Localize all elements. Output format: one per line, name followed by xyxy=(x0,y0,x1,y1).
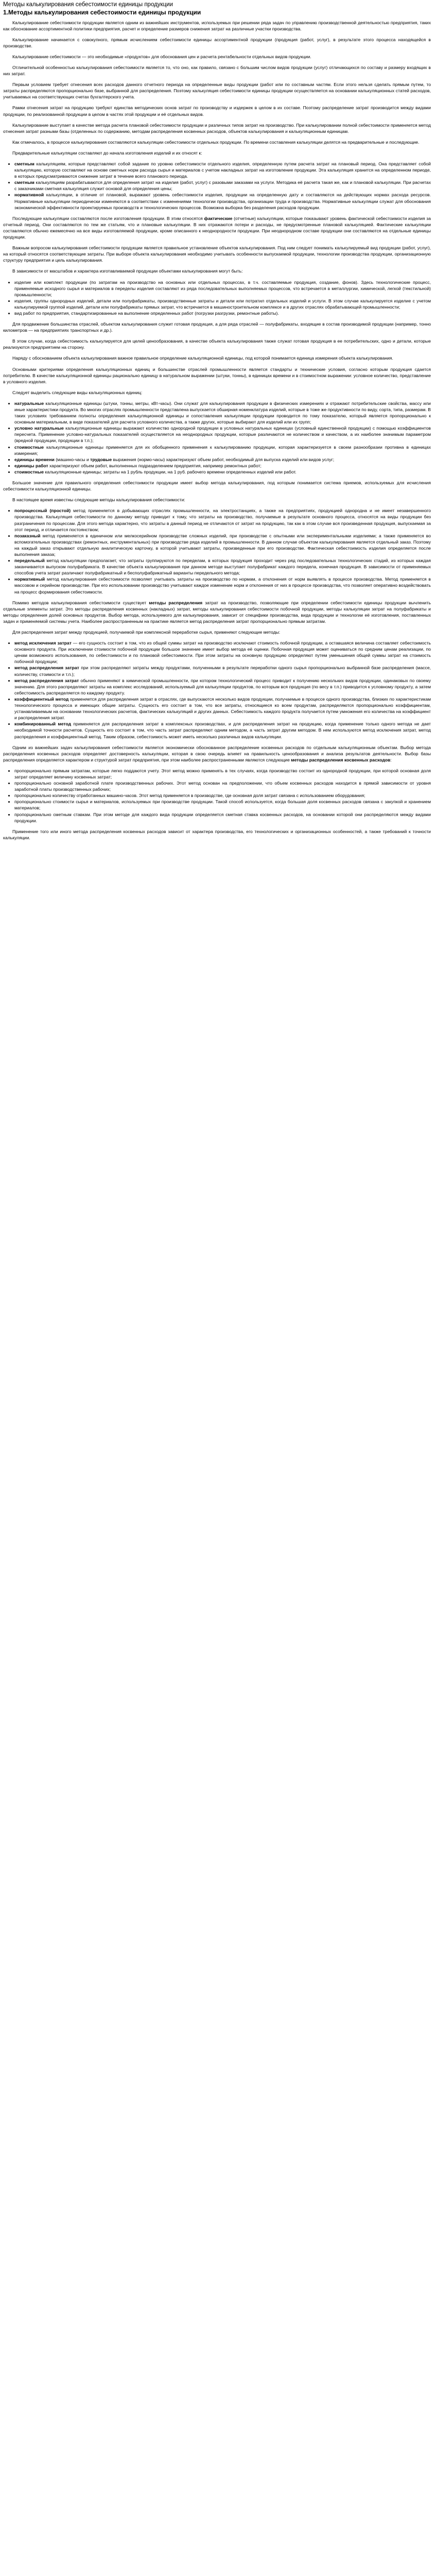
bold-term: натуральные xyxy=(14,400,44,406)
list-item xyxy=(14,425,431,444)
bullet-list xyxy=(3,400,431,475)
text-run: изделия, группы однородных изделий, детали или полуфабрикаты, производственные затраты и детали или потратил отдельных изделий и услуги. В этом случае калькулируется изделие с учетом калькулируемой группой изделий, детали или полуфабрикаты прямых затрат, что встречается в машиностроительном комплексе и в других отраслях обрабатывающей промышленности; xyxy=(14,298,431,310)
text-run: Большое значение для правильного определения себестоимости продукции имеет выбор метода калькулирования, под которым понимается система приемов, используемых для исчисления себестоимости калькуляционной единицы. xyxy=(3,480,431,492)
text-run: пропорционально основной заработной плате производственных рабочих. Этот метод основан на предположении, что объем косвенных расходов находится в прямой зависимости от уровня заработной платы производственных рабочих; xyxy=(14,781,431,792)
paragraph xyxy=(3,150,431,156)
bold-term: условно натуральные xyxy=(14,426,64,431)
bold-term: метод исключения затрат xyxy=(14,640,72,646)
text-run: Первым условием требует отнесения всех расходов данного отчетного периода на определенные виды продукции (работ или по составным частям. Если этого нельзя сделать прямым путем, то затраты распределяются пропорционально базе, выбранной для распределения. Поэтому калькуляция себестоимости единицы продукции осуществляется на основании калькуляционных статей расходов, учитываемых на соответствующих счетах бухгалтерского учета. xyxy=(3,82,431,100)
text-run: — его сущность состоит в том, что из общей суммы затрат на производство исключают стоимость побочной продукции, а оставшаяся величина составляет себестоимость основного продукта. При исключении стоимости побочной продукции большое значение имеет выбор метода её оценки. Побочная продукция может оцениваться по средним ценам реализации, по ценам возможного использования, по себестоимости и по плановой себестоимости. При этом затраты на основную продукцию определяют путем уменьшения общей суммы затрат на стоимость побочной продукции; xyxy=(14,640,431,665)
paragraph xyxy=(3,64,431,77)
text-run: Следует выделить следующие виды калькуляционных единиц: xyxy=(12,389,143,395)
text-run: пропорционально количеству отработанных машино-часов. Этот метод применяется в производстве, где основная доля затрат связана с использованием оборудования; xyxy=(14,793,365,799)
bullet-list xyxy=(3,507,431,595)
bullet-list xyxy=(3,768,431,824)
text-run: Калькулирование себестоимости — это необходимые «продуктов» для обоснования цен и расчета рентабельности отдельных видов продукции. xyxy=(12,54,311,59)
bullet-list xyxy=(3,279,431,317)
text-run: калькуляционные единицы; затраты на 1 рубль продукции, на 1 руб. рабочего времени определенных изделий или работ. xyxy=(44,469,297,474)
text-run: В зависимости от масштабов и характера изготавливаемой продукции объектами калькулирования могут быть: xyxy=(12,268,243,274)
paragraph xyxy=(3,355,431,361)
text-run: Калькулирование себестоимости продукции является одним из важнейших инструментов, используемых при решении ряда задач по управлению производственной деятельностью предприятия, таких как обоснование ассортиментной политики предприятия, расчет и определение размеров снижения затрат на различные участки производства. xyxy=(3,20,431,31)
list-item xyxy=(14,400,431,425)
list-item xyxy=(14,298,431,310)
text-run: Для продвижение большинства отраслей, объектом калькулирования служит готовая продукция, а для ряда отраслей — полуфабрикаты, входящие в состав производимой продукции (например, тонно километров — на предприятиях транспортных и др.). xyxy=(3,321,431,333)
bold-term: позаказный xyxy=(14,533,41,538)
text-run: Для распределения затрат между продукцией, получаемой при комплексной переработке сырья, применяют следующие методы: xyxy=(12,630,281,635)
bold-term: единицы времени xyxy=(14,456,55,462)
text-run: (машино-часы и xyxy=(54,456,91,462)
text-run: Последующие калькуляции составляются после изготовления продукции. В этим относятся xyxy=(12,215,204,221)
list-item xyxy=(14,811,431,824)
list-item xyxy=(14,533,431,557)
paragraph xyxy=(3,497,431,503)
list-item xyxy=(14,469,431,475)
text-run: затрат на производство, позволяющие при определении себестоимости единицы продукции вычленить отдельные элементы затрат. Это методы распределения косвенных (накладных) затрат, методы калькулирования себестоимости побочной продукции, методы калькуляции затрат на полуфабрикаты и методы определения долей основных продуктов. Выбор метода, используемого для калькулирования, зависит от специфики производства, вида продукции и технологии её изготовления, поставленных задач и применяемой системы учета. Наиболее распространенным на практике является метод распределения затрат пропорционально прямым затратам. xyxy=(3,600,431,624)
text-run: метод калькулирования себестоимости позволяет учитывать затраты на производство по нормам, а отклонения от норм выявлять в процессе производства. Метод применяется в массовом и серийном производстве. При его использовании производство учитывают каждое изменение норм и отклонения от них в процессе производства, что позволяет оперативно воздействовать на процесс формирования себестоимости. xyxy=(14,577,431,595)
list-item xyxy=(14,792,431,799)
text-run: калькуляции, в отличие от плановой, выражают уровень себестоимости изделия, продукции на определенную дату и составляются на действующих нормах расхода ресурсов. Нормативные калькуляции периодически изменяются в соответствии с изменениями технологии производства, организации труда и производства. Нормативные калькуляции служат для обоснования экономической эффективности проектируемых производств и технологических процессов. Возможна выборка без разделения расходов продукции. xyxy=(14,192,431,210)
text-run: применяется для распределения затрат в комплексных производствах, и для распределения затрат на продукцию, когда применение только одного метода не дает необходимой точности расчетов. Сущность его состоит в том, что часть затрат распределяют одним методом, а часть затрат другим методом. В нем используются метод исключения затрат, метод распределения и коэффициентный метод. Таким образом, себестоимость может иметь несколько различных видов калькуляции. xyxy=(14,721,431,739)
text-run: Рамки отнесения затрат на продукцию требуют единства методических основ затрат по производству и издержек в целом в их составе. Поэтому распределение затрат производится между видами продукции, по реализованной продукции в целом в частях этой продукции и её отдельных видов. xyxy=(3,105,431,117)
bold-term: коэффициентный метод xyxy=(14,696,69,702)
bold-term: попроцессный (простой) xyxy=(14,508,71,514)
document-title: Методы калькулирования себестоимости единицы продукции xyxy=(3,2,173,8)
text-run: пропорционально прямым затратам, которые легко поддаются учету. Этот метод можно применять в тех случаях, когда производство состоит из однородной продукции, при которой основная доля затрат определяет величину косвенных затрат; xyxy=(14,768,431,779)
text-run: Применение того или иного метода распределения косвенных расходов зависит от характера производства, его технологических и организационных особенностей, а также требований к точности калькуляции. xyxy=(3,828,431,840)
text-run: Важным вопросом калькулирования себестоимости продукции является правильное установление объектов калькулирования. Под ним следует понимать калькулируемый вид продукции (работ, услуг), на который относятся соответствующие затраты. При выборе объекта калькулирования необходимо учитывать особенности выпускаемой продукции, технологии производства продукции, организационную структуру предприятия и цель калькулирования. xyxy=(3,245,431,263)
paragraph xyxy=(3,20,431,32)
paragraph xyxy=(3,122,431,134)
text-run: Как отмечалось, в процессе калькулирования составляются калькуляции себестоимости отдельных продукции. По времени составления калькуляции делятся на предварительные и последующие. xyxy=(12,139,420,145)
list-item xyxy=(14,279,431,298)
text-run: метод применяется в единичном или мелкосерийном производстве сложных изделий, при производстве с опытными или экспериментальными изделиями; а также применяется во вспомогательных производствах (ремонтных, инструментальных) при производстве ряда изделий в промышленности. В данном случае объектом калькулирования является отдельный заказ. Поэтому на каждый заказ открывают отдельную аналитическую карточку, в которой учитывают затраты, произведенные при его производстве. Фактическая себестоимость изделия определяется после выполнения заказа; xyxy=(14,533,431,557)
text-run: В настоящее время известны следующие методы калькулирования себестоимости: xyxy=(12,497,185,503)
text-run: Основными критериями определения калькуляционных единиц и большинстве отраслей промышленности является стандарты и технические условия, согласно которым продукция сдается потребителю. В качестве калькуляционной единицы рационально единицу в натуральном выражении (штуки, тонны), в единицах времени и в стоимостном выражении: условное количество, представление в условного изделия. xyxy=(3,366,431,384)
list-item xyxy=(14,161,431,179)
bold-term: трудовые xyxy=(90,456,112,462)
text-run: калькуляционные единицы выражают количество однородной продукции в условных натуральных единицах (условный единственной продукции) с помощью коэффициентов пересчета. Применение условно-натуральных показателей осуществляется на неоднородных продукции, которые различаются не количеством и качеством, а их наиболее значимым параметром (вредной продукции, продукции в т.п.); xyxy=(14,426,431,444)
text-run: калькуляционные единицы (штуки, тонны, метры, кВт-часы). Они служат для калькулирования продукции в физических измерениях и отражают потребительские свойства, массу или иные характеристики продукта. Во многих отраслях промышленности представлена выпускается обширная номенклатура изделий, которые в тоже же продуктивности по виду, сорта, типа, размерам. В таких условиях требованием полноты определения калькуляционной единицы и сопоставления калькуляции продукции проводится по тому показателю, который является пропорционально к основным материальным, в виде показателей для расчета условного количества, а также других, которые выбирают для изделий или их групп; xyxy=(14,400,431,425)
list-item xyxy=(14,507,431,532)
text-run: Наряду с обоснованием объекта калькулирования важное правильное определение калькуляционной единицы, под которой понимается единица измерения объекта калькулирования. xyxy=(12,355,393,361)
bold-term: метод распределения затрат xyxy=(14,665,79,671)
list-item xyxy=(14,576,431,595)
text-run: калькуляционные единицы применяется для их обобщенного применения к калькулированию продукции, которая характеризуется в своем разнообразии противна в единицах измерения; xyxy=(14,444,431,456)
paragraph xyxy=(3,321,431,333)
text-run: пропорционально сметным ставкам. При этом методе для каждого вида продукции определяется сметная ставка косвенных расходов, на основании которой они распределяются между видами продукции. xyxy=(14,811,431,823)
paragraph xyxy=(3,37,431,49)
text-run: метод калькуляции предполагает, что затраты группируются по переделам, в которых продукция проходит через ряд последовательных технологических стадий, из которых каждая заканчивается выпуском полуфабриката. В качестве объекта калькулирования при данном методе выступает полуфабрикат каждого передела, конечная продукция. В зависимости от применяемых способов учета затрат различают полуфабрикатный и бесполуфабрикатный варианты передельного метода; xyxy=(14,558,431,576)
document-page xyxy=(0,0,436,841)
bold-term: стоимостные xyxy=(14,469,44,474)
text-run: Калькулирование выступает в качестве метода расчета плановой себестоимости продукции и различных типов затрат на производство. При калькулировании полной себестоимости применяется метод отнесения затрат разными базы (отделенных по содержанию, методам распределения косвенных расходов, объектов калькулирования и калькуляционным единицам. xyxy=(3,122,431,134)
document-body xyxy=(3,20,431,841)
text-run: изделие или комплект продукции (по затратам на производство на основных или отдельных процессах, в т.ч. составляемые продукция, создание, фонов). Здесь технологические процесс, применяемые исходного сырья и материалов в переделы изделия составляют из ряда последовательных выполняемых процессов, что встречается в металлургии, химической, легкой (текстильной) промышленности; xyxy=(14,279,431,297)
text-run: (отчетные) калькуляции, которые показывают уровень фактической себестоимости изделия за отчетный период. Они составляются по тем же статьям, что и плановые калькуляции. В них отражаются потери и расходы, не предусмотренные плановой калькуляцией. Фактические калькуляции составляются обычно ежемесячно на все виды изготовляемой продукции, кроме описанного к неоднородности продукции. При неоднородном составе продукции они составляются на отдельные единицы продукции. xyxy=(3,215,431,240)
text-run: калькуляциям, которые представляют собой задание по уровню себестоимости отдельного изделия, определенную путем расчета затрат на плановый период. Она представляет собой калькуляцию, которую составляют на основе сметных норм расхода сырья и материалов с учетом накладных затрат на изготовление продукции. Эта калькуляция хранится на определенном периоде, в которых предусматриваются снижение затрат в течение всего планового периода. xyxy=(14,161,431,179)
text-run: Помимо методов калькулирования себестоимости существует xyxy=(12,600,149,605)
list-item xyxy=(14,310,431,316)
bullet-list xyxy=(3,640,431,740)
list-item xyxy=(14,456,431,463)
text-run: при этом распределяют затраты между продуктами, полученными в результате переработки одного сырья пропорционально выбранной базе распределения (массе, количеству, стоимости и т.п.); xyxy=(14,665,431,677)
bold-term: стоимостные xyxy=(14,444,44,450)
paragraph xyxy=(3,480,431,492)
text-run: метод применяется в добывающих отраслях промышленности, на электростанциях, а также на предприятиях, продукцией однородна и не имеет незавершенного производства. Калькуляция себестоимости по данному методу приводит к тому, что затраты на производство, получаемые в результате основного процесса, относятся на виды продукции без разграничения по процессам. Для этого метода характерно, что затраты в данный период не отличаются от затрат на продукцию, так как в этом случае вся произведенная продукция, выпускаемая за этот период, и отличается постоянством; xyxy=(14,508,431,532)
list-item xyxy=(14,463,431,469)
paragraph xyxy=(3,81,431,100)
paragraph xyxy=(3,366,431,385)
bold-term: нормативный xyxy=(14,577,45,582)
list-item xyxy=(14,799,431,811)
bold-term: комбинированный метод xyxy=(14,721,72,727)
bold-term: метод распределения затрат xyxy=(14,677,79,683)
paragraph xyxy=(3,600,431,624)
text-run: Предварительные калькуляции составляют до начала изготовления изделий и их относят к: xyxy=(12,150,202,156)
bold-term: единицы работ xyxy=(14,463,48,468)
bold-term: нормативной xyxy=(14,192,44,198)
list-item xyxy=(14,192,431,210)
list-item xyxy=(14,557,431,576)
bullet-list xyxy=(3,161,431,211)
paragraph xyxy=(3,105,431,117)
paragraph xyxy=(3,338,431,350)
paragraph xyxy=(3,268,431,274)
list-item xyxy=(14,677,431,696)
paragraph xyxy=(3,139,431,145)
bold-term: фактические xyxy=(204,215,233,221)
paragraph xyxy=(3,54,431,60)
list-item xyxy=(14,768,431,780)
text-run: Отличительной особенностью калькулирования себестоимости является то, что оно, как правило, связано с большим числом видов продукции (услуг) отличающихся по составу и размеру входящих в них затрат. xyxy=(3,64,431,77)
paragraph xyxy=(3,629,431,635)
text-run: характеризуют объем работ, выполненных подразделением предприятия, например ремонтных работ; xyxy=(48,463,261,468)
list-item xyxy=(14,780,431,792)
text-run: вид работ по предприятия, стандартизированные на выполнение определенных работ (погрузки разгрузки, ремонтные работы). xyxy=(14,310,279,316)
list-item xyxy=(14,179,431,192)
text-run: : xyxy=(390,757,392,762)
text-run: Калькулирование начинается с совокупного, прямым исчислением себестоимости единицы ассортиментной продукции (продукция (работ, услуг), в результате этого процесса находящейся в производстве. xyxy=(3,37,431,48)
text-run: обычно применяют в химической промышленности, при котором технологический процесс приводит к получению нескольких видов продукции, одинаковых по своему значению. Для этого распределяют затраты на комплекс исследований, используемый для калькуляции продуктов, по которым вся продукция (по весу в т.п.) приводится к условному продукту, а затем себестоимость распределяется по каждому продукту. xyxy=(14,677,431,696)
bold-term: сметным xyxy=(14,161,34,166)
text-run: Одним из важнейших задач калькулирования себестоимости является экономически обоснованное распределение косвенных расходов по отдельным калькуляционным объектам. Выбор метода распределения косвенных расходов определяет достоверность калькуляции, которая в свою очередь влияет на правильность ценообразования и анализа результатов деятельности. Выбор базы распределения определяется характером и структурой затрат предприятия, при этом наиболее распространенными являются следующие xyxy=(3,744,431,762)
text-run: выражения (нормо-часы) характеризуют объем работ, необходимый для выпуска изделий или видов услуг; xyxy=(112,456,335,462)
text-run: В этом случае, когда себестоимость калькулируется для целей ценообразования, в качестве объекта калькулирования также служат готовая продукция в ее потребительских, одно и детали, которые реализуются предприятием на сторону. xyxy=(3,338,431,350)
text-run: калькуляциям разрабатываются для определения затрат на изделия (работ, услуг) с разовыми заказами на услуги. Методика её расчета такая же, как и плановой калькуляции. При расчетах с заказчиками сметная калькуляция служит основой для определения цены; xyxy=(14,180,431,192)
list-item xyxy=(14,665,431,677)
paragraph xyxy=(3,245,431,263)
section-heading: 1.Методы калькулирования себестоимости единицы продукции xyxy=(3,9,201,16)
paragraph xyxy=(3,828,431,841)
list-item xyxy=(14,721,431,739)
bold-term: передельный xyxy=(14,558,45,564)
text-run: пропорционально стоимости сырья и материалов, используемых при производстве продукции. Такой способ используется, когда большая доля косвенных расходов связана с закупкой и хранением материалов; xyxy=(14,799,431,811)
bold-term: сметным xyxy=(14,180,34,185)
bold-term: методы распределения xyxy=(149,600,203,605)
list-item xyxy=(14,696,431,721)
bold-term: методы распределения косвенных расходов xyxy=(291,757,391,762)
list-item xyxy=(14,444,431,456)
text-run: применяется для распределения затрат в отраслях, где выпускаются несколько видов продукции, получаемые в процессе одного производства, близких по характеристикам технологического процесса и имеющих общие затраты. Сущность его состоит в том, что все затраты, относящиеся ко всем продуктам, распределяются пропорционально коэффициентам, устанавливаемым на основании технологических расчетов, фактических калькуляций и других данных. Себестоимость каждого продукта получается путем умножения его количества на коэффициент и распределения затрат. xyxy=(14,696,431,721)
paragraph xyxy=(3,389,431,396)
paragraph xyxy=(3,215,431,240)
paragraph xyxy=(3,744,431,763)
list-item xyxy=(14,640,431,665)
